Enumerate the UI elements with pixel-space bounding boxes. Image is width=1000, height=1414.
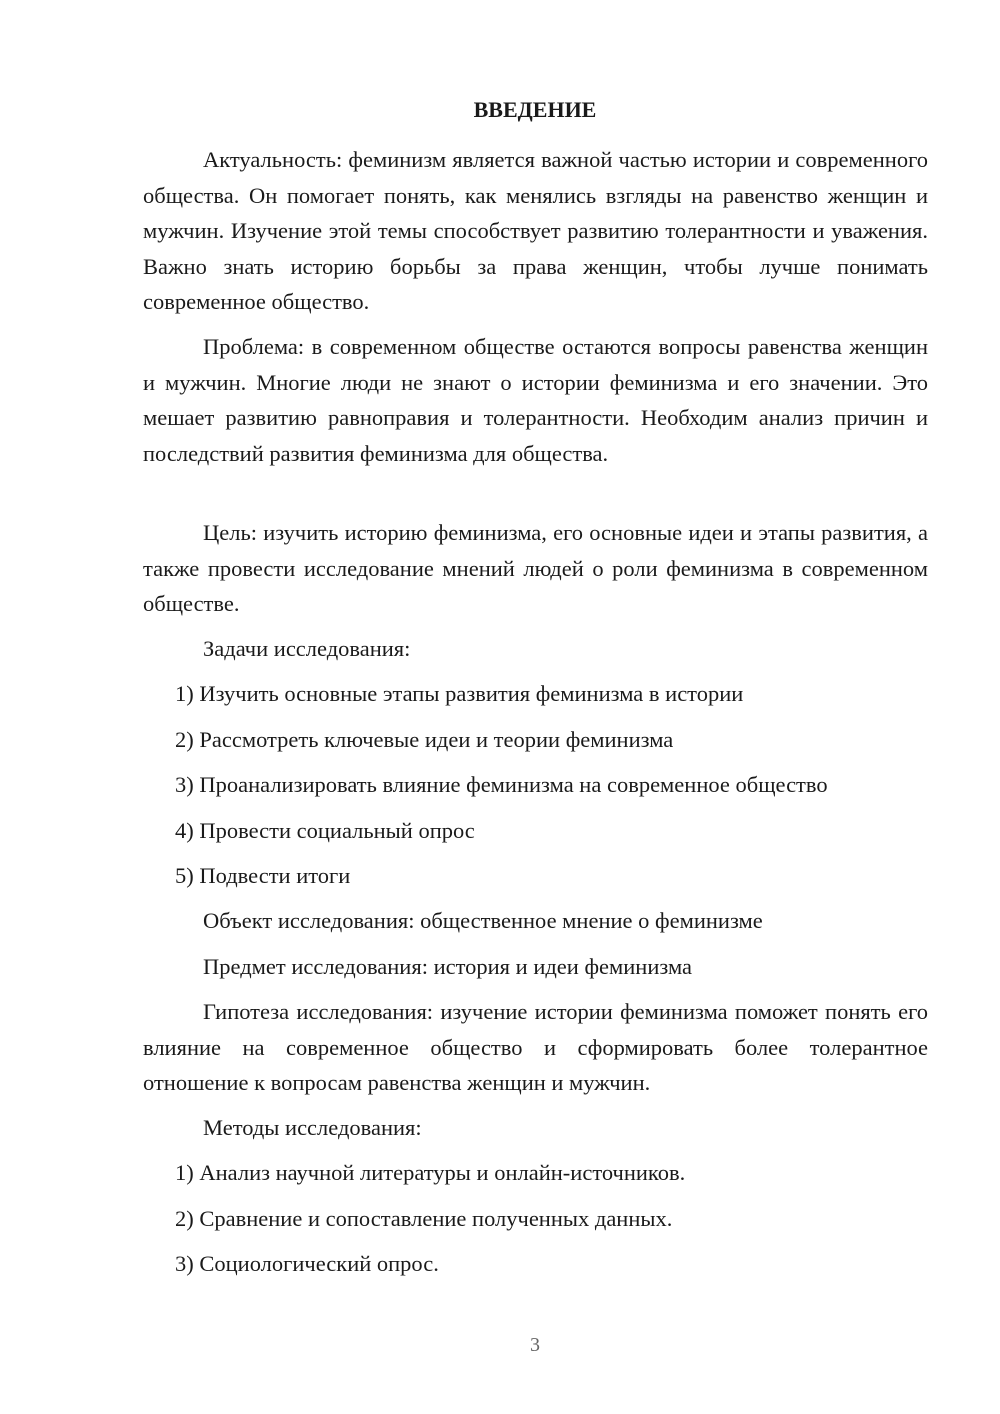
method-item-3: 3) Социологический опрос. bbox=[175, 1251, 439, 1276]
method-item-2: 2) Сравнение и сопоставление полученных данных. bbox=[175, 1206, 673, 1231]
task-item-4: 4) Провести социальный опрос bbox=[175, 818, 475, 843]
relevance-paragraph: Актуальность: феминизм является важной частью истории и современного общества. Он помогает понять, как менялись взгляды на равенство женщин и мужчин. Изучение этой темы способствует развитию толерантности и уважения. Важно знать историю борьбы за права женщин, чтобы лучше понимать современное общество. bbox=[143, 147, 928, 314]
page-number: 3 bbox=[530, 1334, 540, 1356]
problem-paragraph: Проблема: в современном обществе остаются вопросы равенства женщин и мужчин. Многие люди не знают о истории феминизма и его значении. Это мешает развитию равноправия и толерантности. Необходим анализ причин и последствий развития феминизма для общества. bbox=[143, 334, 928, 466]
goal-paragraph: Цель: изучить историю феминизма, его основные идеи и этапы развития, а также провести исследование мнений людей о роли феминизма в современном обществе. bbox=[143, 520, 928, 616]
task-item-2: 2) Рассмотреть ключевые идеи и теории феминизма bbox=[175, 727, 674, 752]
tasks-label: Задачи исследования: bbox=[203, 636, 411, 661]
methods-label: Методы исследования: bbox=[203, 1115, 422, 1140]
page-title: ВВЕДЕНИЕ bbox=[473, 97, 597, 122]
task-item-5: 5) Подвести итоги bbox=[175, 863, 351, 888]
task-item-3: 3) Проанализировать влияние феминизма на современное общество bbox=[175, 772, 828, 797]
object-line: Объект исследования: общественное мнение о феминизме bbox=[203, 908, 763, 933]
subject-line: Предмет исследования: история и идеи феминизма bbox=[203, 954, 693, 979]
method-item-1: 1) Анализ научной литературы и онлайн-источников. bbox=[175, 1160, 686, 1185]
task-item-1: 1) Изучить основные этапы развития феминизма в истории bbox=[175, 681, 744, 706]
hypothesis-paragraph: Гипотеза исследования: изучение истории феминизма поможет понять его влияние на современное общество и сформировать более толерантное отношение к вопросам равенства женщин и мужчин. bbox=[143, 999, 928, 1095]
